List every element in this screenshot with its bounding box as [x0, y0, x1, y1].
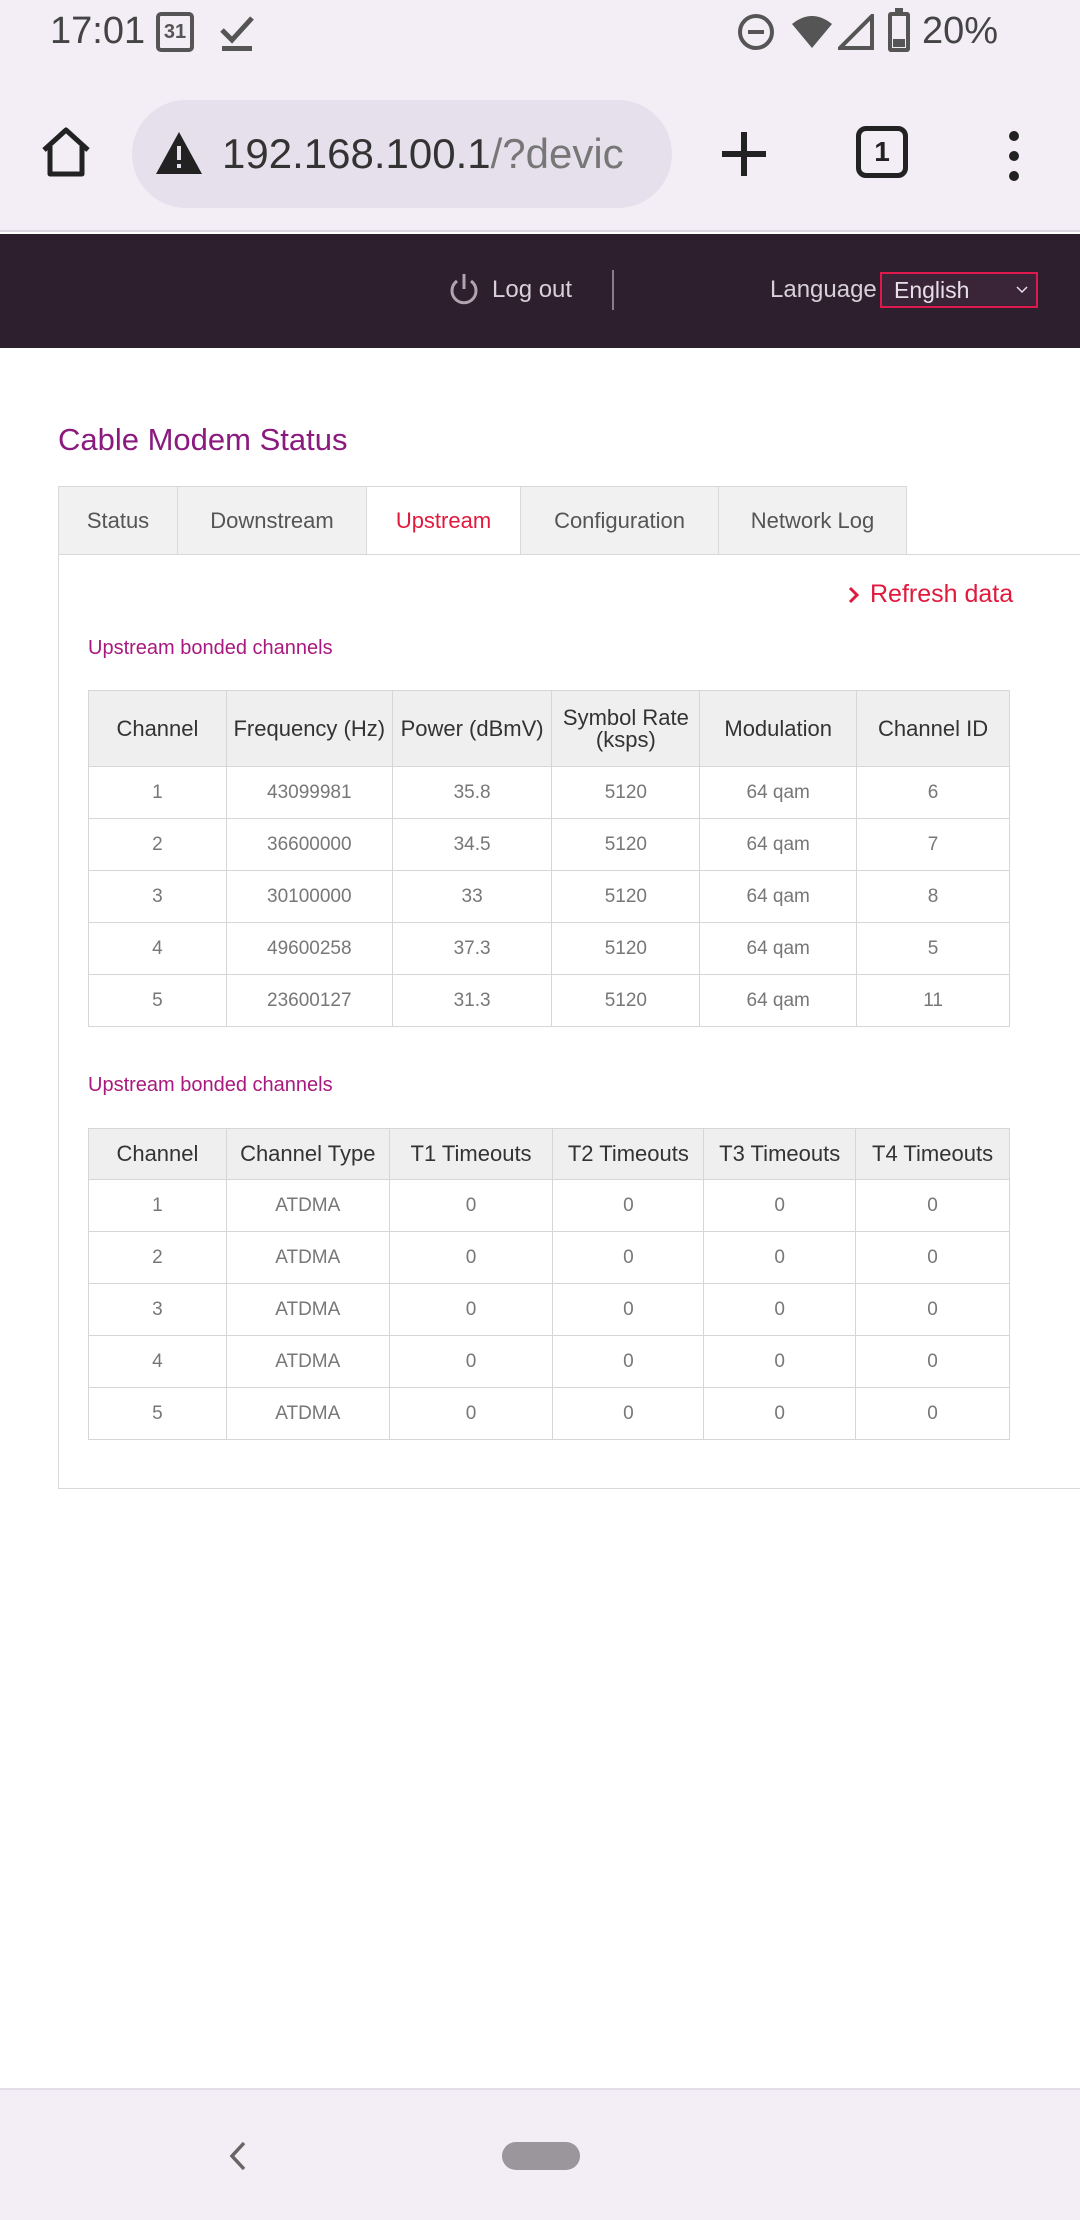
table-row: [89, 1336, 1010, 1388]
table-cell: 30100000: [226, 871, 392, 923]
table-cell: 0: [704, 1284, 856, 1336]
logout-button[interactable]: [448, 270, 572, 310]
overflow-menu-icon[interactable]: [1000, 128, 1028, 184]
logout-label: Log out: [492, 276, 573, 303]
tab-status[interactable]: Status: [58, 486, 178, 555]
system-nav-bar: [0, 2088, 1080, 2220]
table-cell: 0: [704, 1336, 856, 1388]
table-cell: ATDMA: [226, 1336, 389, 1388]
table-cell: 0: [553, 1336, 704, 1388]
home-icon[interactable]: [38, 124, 94, 180]
language-label: Language: [770, 276, 877, 303]
refresh-data-link[interactable]: [848, 580, 1013, 609]
table-cell: 0: [704, 1180, 856, 1232]
table-cell: 7: [857, 819, 1010, 871]
table-cell: 49600258: [226, 923, 392, 975]
back-icon[interactable]: [228, 2140, 248, 2172]
battery-percent: 20%: [922, 10, 999, 52]
power-icon: [448, 273, 480, 307]
column-header: Symbol Rate (ksps): [552, 691, 700, 767]
table-cell: 0: [553, 1232, 704, 1284]
table-cell: 64 qam: [700, 767, 857, 819]
table-cell: 43099981: [226, 767, 392, 819]
table-cell: 0: [856, 1388, 1010, 1440]
table-cell: 33: [392, 871, 552, 923]
chevron-right-icon: [848, 586, 860, 604]
tab-upstream[interactable]: Upstream: [366, 486, 521, 555]
browser-toolbar: [0, 66, 1080, 232]
table-cell: 1: [89, 767, 227, 819]
status-bar: [0, 0, 1080, 66]
tab-network-log[interactable]: Network Log: [718, 486, 907, 555]
table-row: [89, 1388, 1010, 1440]
table-cell: 0: [389, 1336, 553, 1388]
table-cell: 0: [389, 1284, 553, 1336]
table-cell: 4: [89, 923, 227, 975]
table-cell: 0: [389, 1232, 553, 1284]
table-cell: 23600127: [226, 975, 392, 1027]
signal-icon: [838, 14, 874, 50]
table-cell: 0: [553, 1180, 704, 1232]
url-bar[interactable]: [132, 100, 672, 208]
url-text: [222, 130, 624, 178]
table-cell: 64 qam: [700, 871, 857, 923]
table-cell: ATDMA: [226, 1388, 389, 1440]
column-header: Power (dBmV): [392, 691, 552, 767]
table-cell: 64 qam: [700, 819, 857, 871]
table-cell: 0: [389, 1388, 553, 1440]
column-header: T4 Timeouts: [856, 1129, 1010, 1180]
column-header: Channel: [89, 1129, 227, 1180]
tab-bar: [58, 486, 906, 555]
table-cell: 64 qam: [700, 975, 857, 1027]
table-row: [89, 767, 1010, 819]
table-cell: 5: [857, 923, 1010, 975]
tab-switcher-icon[interactable]: 1: [856, 126, 908, 178]
table-cell: 2: [89, 1232, 227, 1284]
new-tab-icon[interactable]: [718, 128, 770, 180]
table-cell: 34.5: [392, 819, 552, 871]
calendar-icon: 31: [156, 12, 194, 52]
column-header: Channel Type: [226, 1129, 389, 1180]
battery-icon: [888, 12, 910, 52]
table-row: [89, 871, 1010, 923]
warning-icon[interactable]: [154, 130, 204, 176]
table-cell: 8: [857, 871, 1010, 923]
table-cell: 31.3: [392, 975, 552, 1027]
table-cell: ATDMA: [226, 1180, 389, 1232]
do-not-disturb-icon: [738, 14, 774, 50]
column-header: T1 Timeouts: [389, 1129, 553, 1180]
url-host: 192.168.100.1: [222, 130, 491, 177]
section-title-timeouts: Upstream bonded channels: [88, 1074, 333, 1096]
refresh-data-label: Refresh data: [870, 580, 1014, 608]
table-cell: 5120: [552, 871, 700, 923]
table-cell: 5: [89, 975, 227, 1027]
table-row: [89, 819, 1010, 871]
language-value: English: [894, 277, 970, 303]
table-cell: 0: [856, 1336, 1010, 1388]
table-header-row: [89, 1129, 1010, 1180]
tab-configuration[interactable]: Configuration: [520, 486, 719, 555]
upstream-channels-table: [88, 690, 1010, 1027]
table-cell: 3: [89, 871, 227, 923]
table-cell: 36600000: [226, 819, 392, 871]
table-row: [89, 1180, 1010, 1232]
table-cell: 0: [856, 1180, 1010, 1232]
column-header: T3 Timeouts: [704, 1129, 856, 1180]
table-cell: 6: [857, 767, 1010, 819]
column-header: Channel ID: [857, 691, 1010, 767]
wifi-icon: [790, 14, 834, 50]
upstream-timeouts-table: [88, 1128, 1010, 1440]
column-header: Modulation: [700, 691, 857, 767]
table-row: [89, 1284, 1010, 1336]
column-header: Channel: [89, 691, 227, 767]
table-cell: 0: [856, 1284, 1010, 1336]
table-row: [89, 975, 1010, 1027]
home-gesture-pill[interactable]: [502, 2142, 580, 2170]
clock: 17:01: [50, 10, 146, 52]
table-cell: 5: [89, 1388, 227, 1440]
table-cell: 0: [704, 1388, 856, 1440]
table-cell: 0: [553, 1284, 704, 1336]
table-cell: 4: [89, 1336, 227, 1388]
table-cell: 1: [89, 1180, 227, 1232]
table-cell: 5120: [552, 975, 700, 1027]
table-cell: 0: [704, 1232, 856, 1284]
table-cell: ATDMA: [226, 1284, 389, 1336]
table-cell: 5120: [552, 767, 700, 819]
tab-downstream[interactable]: Downstream: [177, 486, 367, 555]
table-cell: 5120: [552, 923, 700, 975]
table-cell: 0: [856, 1232, 1010, 1284]
table-header-row: [89, 691, 1010, 767]
table-cell: 64 qam: [700, 923, 857, 975]
table-cell: 0: [389, 1180, 553, 1232]
url-path: /?devic: [490, 130, 624, 177]
site-header: [0, 234, 1080, 348]
section-title-upstream-channels: Upstream bonded channels: [88, 637, 333, 659]
table-cell: ATDMA: [226, 1232, 389, 1284]
table-cell: 0: [553, 1388, 704, 1440]
table-cell: 5120: [552, 819, 700, 871]
page-title: Cable Modem Status: [58, 422, 348, 457]
table-row: [89, 923, 1010, 975]
table-row: [89, 1232, 1010, 1284]
table-cell: 2: [89, 819, 227, 871]
column-header: T2 Timeouts: [553, 1129, 704, 1180]
language-select[interactable]: [880, 272, 1038, 308]
table-cell: 3: [89, 1284, 227, 1336]
header-divider: [612, 270, 614, 310]
table-cell: 37.3: [392, 923, 552, 975]
download-done-icon: [218, 12, 256, 52]
table-cell: 11: [857, 975, 1010, 1027]
table-cell: 35.8: [392, 767, 552, 819]
chevron-down-icon: [1016, 284, 1028, 296]
column-header: Frequency (Hz): [226, 691, 392, 767]
